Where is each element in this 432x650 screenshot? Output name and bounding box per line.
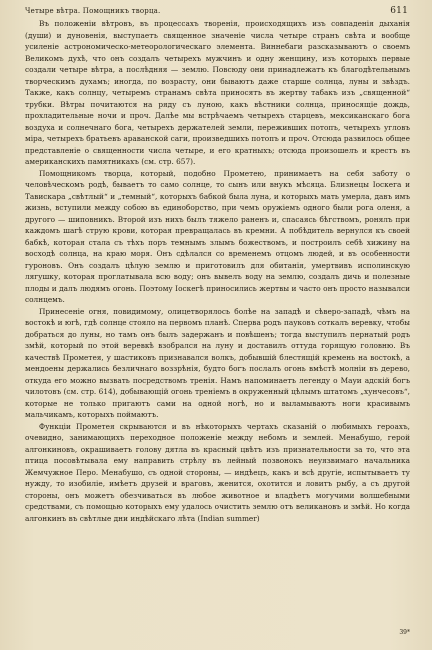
paragraph-prometheus-functions: Функціи Прометея скрываются и въ нѣкоторыхъ чертахъ сказаній о любимыхъ героахъ, очевидно, занимающихъ переходное положеніе между небомъ и землей. Менабушо, герой алгонкиновъ, окрашиваетъ голову дятла въ красный цвѣтъ изъ признательности за то, что эта птица посовѣтывала ему направить стрѣлу въ лейный позвонокъ неуязвимаго начальника Жемчужное Перо. Менабушо, съ одной стороны, — индѣецъ, какъ и всѣ другіе, испытываетъ ту нужду, то изобиліе, имѣетъ друзей и враговъ, женится, охотится и ловитъ рыбу, а съ другой стороны, онъ можетъ обезчиваться въ любое животное и владѣетъ могучими волшебными средствами, съ помощью которыхъ ему удалось очистить землю отъ великановъ и змѣй. Но когда алгонкинъ въ свѣтлые дни индѣйскаго лѣта (Indian summer) xyxy=(25,421,410,523)
paragraph-creator-helper: Помощникомъ творца, который, подобно Прометею, принимаетъ на себя заботу о человѣческомъ родѣ, бываетъ то само солнце, то сынъ или внукъ мѣсяца. Близнецы Іоскега и Тавискара „свѣтлый“ и „темный“, которыхъ бабкой была луна, и которыхъ мать умерла, давъ имъ жизнь, вступили между собою въ единоборство, при чемъ оружіемъ одного были рога оленя, а другого — шиповникъ. Второй изъ нихъ былъ тяжело раненъ и, спасаясь бѣгствомъ, ронялъ при каждомъ шагѣ струю крови, которая превращалась въ кремни. А побѣдитель вернулся къ своей бабкѣ, которая стала съ тѣхъ поръ темнымъ злымъ божествомъ, и построилъ себѣ хижину на восходѣ солнца, на краю моря. Онъ сдѣлался со временемъ отцомъ людей, и въ особенности гуроновъ. Онъ создалъ цѣлую землю и приготовилъ для обитанія, умертвивъ исполинскую лягушку, которая проглатывала всю воду; онъ вывелъ воду на землю, создалъ дичь и полезные плоды и далъ людямъ огонь. Поэтому Іоскегѣ приносились жертвы и часто онъ просто называлси солнцемъ. xyxy=(25,168,410,304)
paragraph-winds: Въ положеніи вѣтровъ, въ процессахъ творенія, происходящихъ изъ совпаденія дыханія (души) и дуновенія, выступаетъ священное значеніе числа четыре странъ свѣта и вообще усиленіе астрономическо-метеорологическаго элемента. Виннебаги разсказываютъ о своемъ Великомъ духѣ, что онъ создалъ четырехъ мужчинъ и одну женщину, изъ которыхъ первые создали четыре вѣтра, а послѣдняя — землю. Повсюду они принадлежатъ къ благодѣтельнымъ творческимъ духамъ; иногда, по возрасту, они бываютъ даже старше солнца, луны и звѣздъ. Также, какъ солнцу, четыремъ странамъ свѣта приносятъ въ жертву табакъ изъ „священной“ трубки. Вѣтры почитаются на ряду съ луною, какъ вѣстники солнца, приносящіе дождь, прохладительные ночи и проч. Далѣе мы встрѣчаемъ четырехъ старцевъ, мексиканскаго бога воздуха и солнечнаго бога, четырехъ держателей земли, переживших потопъ, четырехъ угловъ міра, четырехъ братьевъ араванской саги, произведшихъ потопъ и проч. Отсюда развилось общее представленіе о священности числа четыре, и его кратныхъ; отсюда произошелъ и крестъ въ американскихъ памятникахъ (см. стр. 657). xyxy=(25,19,410,166)
header-title: Четыре вѣтра. Помощникъ творца. xyxy=(25,7,161,15)
page-number: 611 xyxy=(390,6,408,16)
paragraph-fire-bringing: Принесеніе огня, повидимому, олицетворялось болѣе на западѣ и сѣверо-западѣ, чѣмъ на востокѣ и югѣ, гдѣ солнце стояло на первомъ планѣ. Сперва родъ пауковъ соткалъ веревку, чтобы добраться до луны, но тамъ онъ былъ задержанъ и повѣшенъ; тогда выступилъ пернатый родъ змѣй, который по этой веревкѣ взобрался на луну и доставилъ оттуда горящую головню. Въ качествѣ Прометея, у шастиковъ признавался волкъ, добывшій блестящій кремень на востокѣ, а мендоены держались безличнаго воззрѣнія, будто богъ послалъ огонь вмѣстѣ молніи въ дерево, откуда его можно вызвать посредствомъ тренія. Намъ напоминаетъ легенду о Мауи адскій богъ чилотовъ (см. стр. 614), добывающій огонь треніемъ в окруженный цѣлымъ штатомъ „хунчесовъ“, которые не только пригаютъ сами на одной ногѣ, но и выламываютъ ноги красивымъ мальчикамъ, которыхъ поймаютъ. xyxy=(25,306,410,419)
printer-signature: 39* xyxy=(399,629,410,636)
body-text xyxy=(25,18,410,524)
running-header xyxy=(25,4,408,18)
